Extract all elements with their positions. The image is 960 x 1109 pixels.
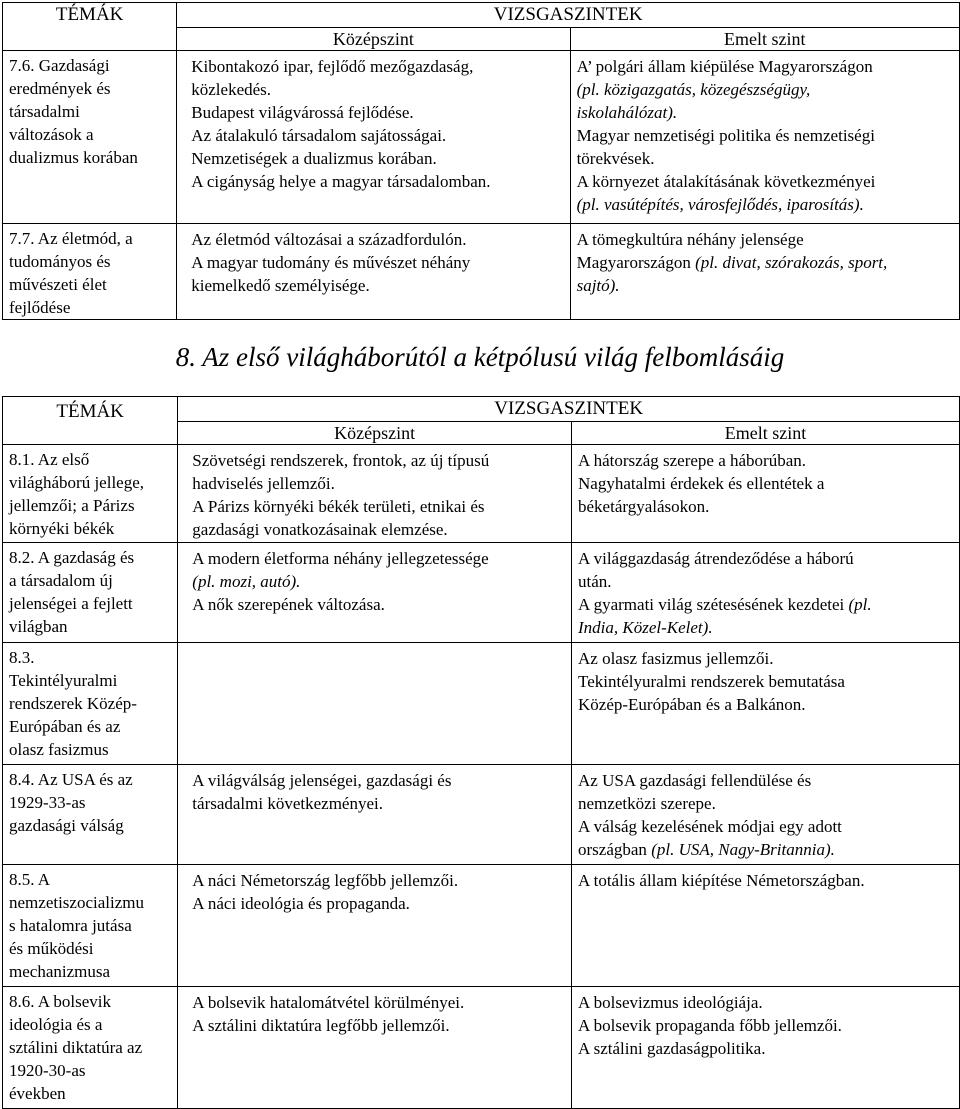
text-line: 1929-33-as	[9, 793, 86, 812]
adv-level-cell	[572, 765, 960, 865]
adv-level-cell	[572, 643, 960, 765]
text-line: A modern életforma néhány jellegzetessége	[192, 549, 489, 568]
text-line: A cigányság helye a magyar társadalomban.	[191, 172, 491, 191]
text-line: sztálini diktatúra az	[9, 1038, 143, 1057]
text-line: 8.6. A bolsevik	[9, 992, 112, 1011]
text-line: években	[9, 1084, 66, 1103]
adv-level-cell	[572, 445, 960, 543]
text-line: jelenségei a fejlett	[9, 594, 133, 613]
text-line: 7.7. Az életmód, a	[9, 229, 133, 248]
text-line: India, Közel-Kelet).	[578, 618, 713, 637]
text-line: s hatalomra jutása	[9, 916, 132, 935]
exam-levels-header: VIZSGASZINTEK	[177, 3, 960, 28]
topic-cell	[3, 987, 178, 1109]
text-line: gazdasági vonatkozásainak elemzése.	[192, 520, 448, 539]
topic-cell	[3, 643, 178, 765]
mid-level-cell	[178, 865, 572, 987]
text-line: 7.6. Gazdasági	[9, 56, 110, 75]
mid-level-cell	[178, 543, 572, 643]
text-line: A náci Németország legfőbb jellemzői.	[192, 871, 459, 890]
text-line: gazdasági válság	[9, 816, 124, 835]
text-line: A sztálini gazdaságpolitika.	[578, 1039, 766, 1058]
text-line: 1920-30-as	[9, 1061, 86, 1080]
text-line: jellemzői; a Párizs	[9, 496, 135, 515]
text-line: A világgazdaság átrendeződése a háború	[578, 549, 854, 568]
text-line: A’ polgári állam kiépülése Magyarországon	[576, 57, 873, 76]
topics-table-7	[2, 2, 960, 320]
text-line: Az USA gazdasági fellendülése és	[578, 771, 812, 790]
text-line: A sztálini diktatúra legfőbb jellemzői.	[192, 1016, 450, 1035]
mid-level-cell	[178, 445, 572, 543]
text-line: nemzetiszocializmu	[9, 893, 144, 912]
topic-cell	[3, 445, 178, 543]
text-line: Szövetségi rendszerek, frontok, az új típusú	[192, 451, 490, 470]
topic-cell	[3, 543, 178, 643]
text-line: 8.4. Az USA és az	[9, 770, 133, 789]
text-line: művészeti élet	[9, 275, 107, 294]
text-line: (pl. mozi, autó).	[192, 572, 301, 591]
text-line: A válság kezelésének módjai egy adott	[578, 817, 842, 836]
text-line: eredmények és	[9, 79, 111, 98]
text-line: Budapest világvárossá fejlődése.	[191, 103, 414, 122]
exam-levels-header: VIZSGASZINTEK	[178, 397, 960, 422]
mid-level-cell	[178, 765, 572, 865]
text-line: A tömegkultúra néhány jelensége	[576, 230, 804, 249]
text-line: Az olasz fasizmus jellemzői.	[578, 649, 774, 668]
topics-header: TÉMÁK	[3, 3, 177, 51]
mid-level-cell	[177, 51, 570, 224]
text-line: A hátország szerepe a háborúban.	[578, 451, 806, 470]
topics-table-8	[2, 396, 960, 1109]
mid-level-cell	[178, 987, 572, 1109]
text-line: A magyar tudomány és művészet néhány	[191, 253, 471, 272]
mid-level-header: Középszint	[178, 422, 572, 445]
text-line: 8.2. A gazdaság és	[9, 548, 135, 567]
text-line: változások a	[9, 125, 94, 144]
text-line: fejlődése	[9, 298, 71, 317]
text-line: (pl. közigazgatás, közegészségügy,	[576, 80, 811, 99]
text-line: ideológia és a	[9, 1015, 103, 1034]
adv-level-cell	[572, 543, 960, 643]
adv-level-cell	[570, 224, 959, 320]
text-line: A nők szerepének változása.	[192, 595, 385, 614]
text-line: A náci ideológia és propaganda.	[192, 894, 410, 913]
text-line: után.	[578, 572, 612, 591]
text-line: 8.5. A	[9, 870, 51, 889]
text-line: sajtó).	[576, 276, 620, 295]
text-line: A bolsevizmus ideológiája.	[578, 993, 763, 1012]
text-line: közlekedés.	[191, 80, 272, 99]
text-line: Magyar nemzetiségi politika és nemzetiségi	[576, 126, 875, 145]
text-line: iskolahálózat).	[576, 103, 678, 122]
text-line: A világválság jelenségei, gazdasági és	[192, 771, 452, 790]
text-line: világháború jellege,	[9, 473, 145, 492]
text-line: 8.1. Az első	[9, 450, 90, 469]
text-line: Tekintélyuralmi rendszerek bemutatása	[578, 672, 845, 691]
topic-cell	[3, 865, 178, 987]
text-line: rendszerek Közép-	[9, 694, 137, 713]
text-line: világban	[9, 617, 68, 636]
text-line: hadviselés jellemzői.	[192, 474, 335, 493]
text-line: Nagyhatalmi érdekek és ellentétek a	[578, 474, 825, 493]
text-line: országban (pl. USA, Nagy-Britannia).	[578, 840, 835, 859]
topic-cell	[3, 51, 177, 224]
topic-cell	[3, 224, 177, 320]
text-line: társadalmi	[9, 102, 80, 121]
topic-cell	[3, 765, 178, 865]
text-line: és működési	[9, 939, 94, 958]
text-line: Kibontakozó ipar, fejlődő mezőgazdaság,	[191, 57, 474, 76]
text-line: Közép-Európában és a Balkánon.	[578, 695, 806, 714]
adv-level-cell	[572, 987, 960, 1109]
adv-level-cell	[572, 865, 960, 987]
text-line: tudományos és	[9, 252, 111, 271]
text-line: béketárgyalásokon.	[578, 497, 710, 516]
text-line: Nemzetiségek a dualizmus korában.	[191, 149, 437, 168]
text-line: törekvések.	[576, 149, 655, 168]
section-title: 8. Az első világháborútól a kétpólusú világ felbomlásáig	[175, 342, 785, 372]
text-line: Európában és az	[9, 717, 121, 736]
text-line: A gyarmati világ szétesésének kezdetei (pl.	[578, 595, 872, 614]
text-line: Az életmód változásai a századfordulón.	[191, 230, 467, 249]
mid-level-cell	[178, 643, 572, 765]
topics-header: TÉMÁK	[3, 397, 178, 445]
text-line: mechanizmusa	[9, 962, 111, 981]
text-line: 8.3.	[9, 648, 35, 667]
text-line: olasz fasizmus	[9, 740, 109, 759]
text-line: (pl. vasútépítés, városfejlődés, iparosítás).	[576, 195, 864, 214]
text-line: társadalmi következményei.	[192, 794, 383, 813]
text-line: dualizmus korában	[9, 148, 138, 167]
text-line: A bolsevik propaganda főbb jellemzői.	[578, 1016, 842, 1035]
text-line: A totális állam kiépítése Németországban.	[578, 871, 865, 890]
text-line: környéki békék	[9, 519, 115, 538]
text-line: Magyarországon (pl. divat, szórakozás, sport,	[576, 253, 888, 272]
text-line: A környezet átalakításának következményei	[576, 172, 876, 191]
text-line: A bolsevik hatalomátvétel körülményei.	[192, 993, 465, 1012]
adv-level-header: Emelt szint	[570, 28, 959, 51]
text-line: A Párizs környéki békék területi, etnikai és	[192, 497, 485, 516]
text-line: nemzetközi szerepe.	[578, 794, 716, 813]
mid-level-cell	[177, 224, 570, 320]
text-line: a társadalom új	[9, 571, 113, 590]
mid-level-header: Középszint	[177, 28, 570, 51]
text-line: Tekintélyuralmi	[9, 671, 118, 690]
text-line: kiemelkedő személyisége.	[191, 276, 370, 295]
adv-level-header: Emelt szint	[572, 422, 960, 445]
text-line: Az átalakuló társadalom sajátosságai.	[191, 126, 447, 145]
adv-level-cell	[570, 51, 959, 224]
